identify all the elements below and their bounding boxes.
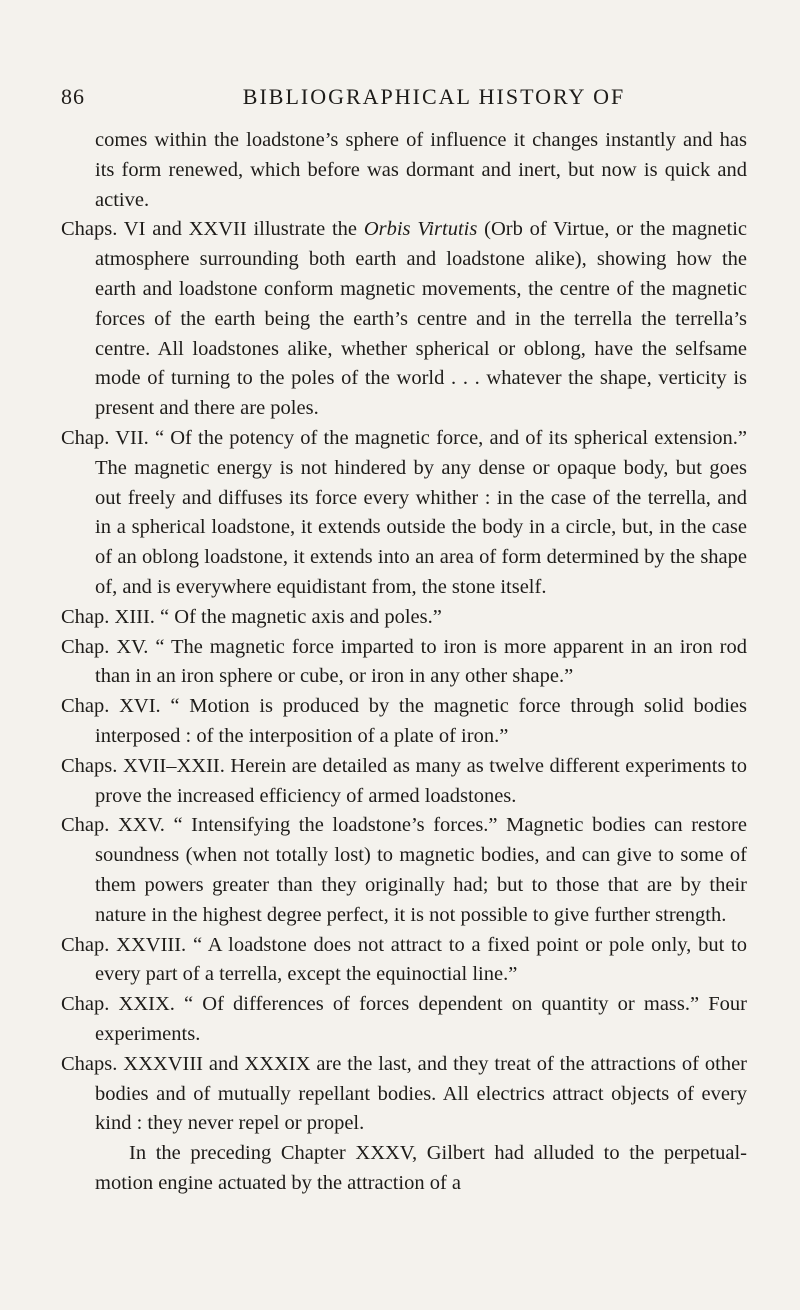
running-title: BIBLIOGRAPHICAL HISTORY OF [242,84,626,109]
paragraph-text-after-italic: (Orb of Virtue, or the magnetic atmosphere surrounding both earth and loadstone alike), showing how the earth and loadstone conform magnetic movements, the centre of the magnetic forces of the earth being the earth’s centre and in the terrella the terrella’s centre. All loadstones alike, whether spherical or oblong, have the selfsame mode of turning to the poles of the world . . . whatever the shape, verticity is present and there are poles. [95,218,748,420]
paragraph-chap-vii: Chap. VII. “ Of the potency of the magnetic force, and of its spherical extension.” The magnetic energy is not hindered by any dense or opaque body, but goes out freely and diffuses its force every whither : in the case of the terrella, and in a spherical loadstone, it extends outside the body in a circle, but, in the case of an oblong loadstone, it extends into an area of form determined by the shape of, and is everywhere equidistant from, the stone itself. [61,426,747,598]
paragraph-continuation: comes within the loadstone’s sphere of influence it changes instantly and has its form renewed, which before was dormant and inert, but now is quick and active. [95,129,747,211]
paragraph-preceding-chapter: In the preceding Chapter XXXV, Gilbert had alluded to the perpetual-motion engine actuated by the attraction of a [95,1142,747,1194]
paragraph-text-before-italic: Chaps. VI and XXVII illustrate the [61,218,364,241]
paragraph-chap-xiii: Chap. XIII. “ Of the magnetic axis and poles.” [61,605,442,628]
paragraph-chaps-vi-xxvii [61,215,747,424]
paragraph-chaps-xvii-xxii: Chaps. XVII–XXII. Herein are detailed as many as twelve different experiments to prove the increased efficiency of armed loadstones. [61,754,747,807]
running-head [61,84,747,114]
paragraph-chap-xvi: Chap. XVI. “ Motion is produced by the magnetic force through solid bodies interposed : of the interposition of a plate of iron.” [61,695,747,747]
page-number: 86 [61,84,85,109]
paragraph-chap-xxv: Chap. XXV. “ Intensifying the loadstone’s forces.” Magnetic bodies can restore soundness (when not totally lost) to magnetic bodies, and can give to some of them powers greater than they originally had; but to those that are by their nature in the highest degree perfect, it is not possible to give further strength. [61,814,747,926]
paragraph-chap-xxviii: Chap. XXVIII. “ A loadstone does not attract to a fixed point or pole only, but to every part of a terrella, except the equinoctial line.” [61,933,747,986]
paragraph-chap-xxix: Chap. XXIX. “ Of differences of forces dependent on quantity or mass.” Four experiments. [61,993,747,1045]
paragraph-chap-xv: Chap. XV. “ The magnetic force imparted to iron is more apparent in an iron rod than in an iron sphere or cube, or iron in any other shape.” [61,635,747,688]
orbis-virtutis-italic: Orbis Virtutis [363,218,478,241]
body-text [61,126,747,1199]
paragraph-chaps-xxxviii-xxxix: Chaps. XXXVIII and XXXIX are the last, and they treat of the attractions of other bodies and of mutually repellant bodies. All electrics attract objects of every kind : they never repel or propel. [61,1052,747,1135]
